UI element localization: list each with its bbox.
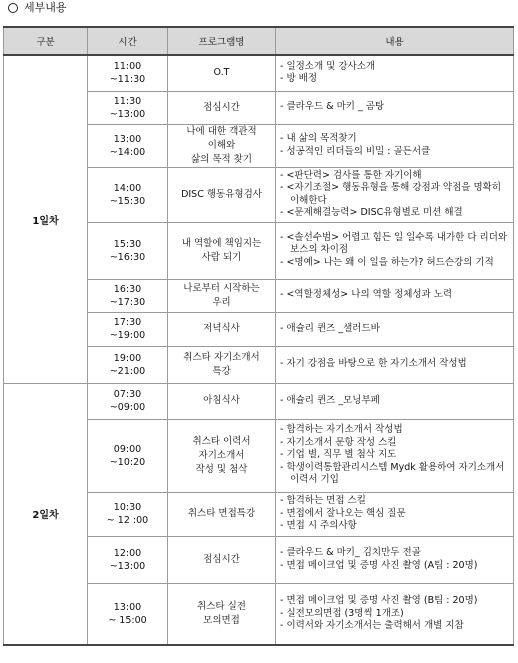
program-line: 작성 및 첨삭 xyxy=(195,463,248,475)
time-line: ~ 15:00 xyxy=(108,614,147,626)
program-line: 내 역할에 책임지는 xyxy=(181,237,262,249)
program-cell xyxy=(168,91,276,124)
content-item: - 면접 메이크업 및 증명 사진 촬영 (A팀 : 20명) xyxy=(280,560,513,573)
program-line: 나로부터 시작하는 xyxy=(183,282,260,294)
time-line: ~16:30 xyxy=(109,251,146,263)
time-cell xyxy=(88,312,168,346)
content-item: - 방 배정 xyxy=(280,73,513,86)
program-cell xyxy=(168,312,276,346)
program-cell xyxy=(168,536,276,583)
content-item: - <역할정체성> 나의 역할 정체성과 노력 xyxy=(280,289,513,302)
time-cell xyxy=(88,346,168,383)
content-item: - 기업 별, 직무 별 첨삭 지도 xyxy=(280,449,513,462)
program-line: DISC 행동유형검사 xyxy=(181,188,262,200)
content-item: - 클라우드 & 마키_ 김치만두 전골 xyxy=(280,547,513,560)
content-item: - 면접 시 주의사항 xyxy=(280,520,513,533)
content-list xyxy=(280,424,513,487)
program-line: 취스타 면접특강 xyxy=(187,508,256,519)
section-heading xyxy=(8,0,67,16)
time-cell xyxy=(88,492,168,536)
content-list xyxy=(280,358,513,371)
time-cell xyxy=(88,222,168,279)
program-line: 모의면접 xyxy=(203,614,240,626)
content-item: - 면접 메이크업 및 증명 사진 촬영 (B팀 : 20명) xyxy=(280,595,513,608)
day-label: 2일차 xyxy=(4,383,88,645)
time-line: 16:30 xyxy=(113,283,142,295)
time-line: ~ 12 :00 xyxy=(106,515,149,526)
content-list xyxy=(280,395,513,408)
time-cell xyxy=(88,419,168,492)
time-line: 11:30 xyxy=(113,95,142,107)
program-line: O.T xyxy=(213,67,230,79)
time-cell xyxy=(88,167,168,222)
time-line: 15:30 xyxy=(113,238,142,250)
content-item: - <자기조절> 행동유형을 통해 강점과 약점을 명확히 이해한다 xyxy=(280,182,513,207)
section-heading-text: 세부내용 xyxy=(24,1,67,14)
time-cell xyxy=(88,536,168,583)
content-list xyxy=(280,547,513,572)
program-line: 점심시간 xyxy=(203,101,240,113)
content-list xyxy=(280,61,513,86)
content-item: - 학생이력통합관리시스템 Mydk 활용하여 자기소개서 이력서 기입 xyxy=(280,462,513,487)
content-list xyxy=(280,101,513,114)
table-row xyxy=(4,55,514,91)
program-cell xyxy=(168,583,276,645)
content-cell xyxy=(276,536,514,583)
time-line: ~19:00 xyxy=(109,330,146,341)
content-cell xyxy=(276,279,514,312)
program-line: 특강 xyxy=(212,365,231,377)
content-item: - 클라우드 & 마키 _ 곰탕 xyxy=(280,101,513,114)
program-cell xyxy=(168,346,276,383)
program-line: 삶의 목적 찾기 xyxy=(190,153,253,165)
time-line: ~15:30 xyxy=(109,195,146,207)
time-cell xyxy=(88,55,168,91)
content-item: - 이력서와 자기소개서는 출력해서 개별 지참 xyxy=(280,620,513,633)
time-line: 17:30 xyxy=(113,317,142,328)
content-cell xyxy=(276,312,514,346)
program-line: 우리 xyxy=(212,296,231,308)
time-line: 10:30 xyxy=(113,502,142,513)
program-line: 취스타 자기소개서 xyxy=(183,351,260,363)
time-line: ~11:30 xyxy=(109,74,146,86)
day-label: 1일차 xyxy=(4,55,88,383)
content-item: - 합격하는 면접 스킬 xyxy=(280,495,513,508)
time-line: ~10:20 xyxy=(109,456,146,468)
program-line: 아침식사 xyxy=(203,395,240,406)
time-line: 13:00 xyxy=(113,133,142,145)
time-line: 13:00 xyxy=(113,601,142,613)
program-line: 나에 대한 객관적 xyxy=(186,125,257,137)
time-cell xyxy=(88,583,168,645)
content-item: - <솔선수범> 어렵고 힘든 일 일수록 내가한 다 리더와 보스의 차이점 xyxy=(280,232,513,257)
content-list xyxy=(280,595,513,633)
content-item: - 애슐리 퀸즈 _모닝부페 xyxy=(280,395,513,408)
content-item: - 일정소개 및 강사소개 xyxy=(280,61,513,74)
time-cell xyxy=(88,383,168,419)
time-line: ~13:00 xyxy=(109,560,146,572)
program-cell xyxy=(168,279,276,312)
table-row xyxy=(4,383,514,419)
content-list xyxy=(280,495,513,533)
header-time: 시간 xyxy=(88,27,168,55)
time-line: ~09:00 xyxy=(109,402,146,413)
header-program: 프로그램명 xyxy=(168,27,276,55)
content-cell xyxy=(276,167,514,222)
content-list xyxy=(280,170,513,220)
program-line: 이해와 xyxy=(207,139,236,151)
header-division: 구분 xyxy=(4,27,88,55)
content-cell xyxy=(276,124,514,167)
program-cell xyxy=(168,492,276,536)
program-cell xyxy=(168,124,276,167)
time-line: ~13:00 xyxy=(109,108,146,120)
time-line: ~21:00 xyxy=(109,365,146,377)
program-cell xyxy=(168,55,276,91)
content-item: - 합격하는 자기소개서 작성법 xyxy=(280,424,513,437)
content-cell xyxy=(276,91,514,124)
program-cell xyxy=(168,167,276,222)
header-content: 내용 xyxy=(276,27,514,55)
time-cell xyxy=(88,91,168,124)
content-cell xyxy=(276,492,514,536)
content-item: - 면접에서 잘나오는 핵심 질문 xyxy=(280,508,513,521)
content-cell xyxy=(276,383,514,419)
content-item: - 자기 강점을 바탕으로 한 자기소개서 작성법 xyxy=(280,358,513,371)
content-item: - <명예> 나는 왜 이 일을 하는가? 허드슨강의 기적 xyxy=(280,257,513,270)
program-line: 사람 되기 xyxy=(201,251,242,263)
program-cell xyxy=(168,222,276,279)
time-line: 09:00 xyxy=(113,443,142,455)
time-line: 14:00 xyxy=(113,182,142,194)
program-line: 취스타 이력서 xyxy=(192,435,251,447)
content-cell xyxy=(276,222,514,279)
program-cell xyxy=(168,383,276,419)
time-line: 11:00 xyxy=(113,61,142,73)
schedule-table xyxy=(3,26,514,646)
content-list xyxy=(280,133,513,158)
time-line: ~17:30 xyxy=(109,296,146,308)
program-line: 자기소개서 xyxy=(198,449,245,461)
content-cell xyxy=(276,583,514,645)
program-line: 저녁식사 xyxy=(203,323,240,334)
time-cell xyxy=(88,279,168,312)
time-line: 19:00 xyxy=(113,352,142,364)
content-list xyxy=(280,289,513,302)
content-item: - 애슐리 퀸즈 _샐러드바 xyxy=(280,323,513,336)
program-line: 취스타 실전 xyxy=(197,600,246,612)
time-cell xyxy=(88,124,168,167)
content-cell xyxy=(276,55,514,91)
program-cell xyxy=(168,419,276,492)
content-cell xyxy=(276,419,514,492)
time-line: 12:00 xyxy=(113,547,142,559)
content-item: - 실전모의면접 (3명씩 1개조) xyxy=(280,608,513,621)
content-item: - 성공적인 리더들의 비밀 : 골든서클 xyxy=(280,146,513,159)
time-line: ~14:00 xyxy=(109,146,146,158)
content-list xyxy=(280,232,513,270)
content-item: - 내 삶의 목적찾기 xyxy=(280,133,513,146)
content-item: - 자기소개서 문항 작성 스킬 xyxy=(280,437,513,450)
table-header-row xyxy=(4,27,514,55)
circle-bullet-icon xyxy=(8,3,18,13)
content-item: - <판단력> 검사를 통한 자기이해 xyxy=(280,170,513,183)
program-line: 점심시간 xyxy=(203,553,240,565)
content-item: - <문제해결능력> DISC유형별로 미션 해결 xyxy=(280,207,513,220)
time-line: 07:30 xyxy=(113,389,142,400)
content-cell xyxy=(276,346,514,383)
content-list xyxy=(280,323,513,336)
